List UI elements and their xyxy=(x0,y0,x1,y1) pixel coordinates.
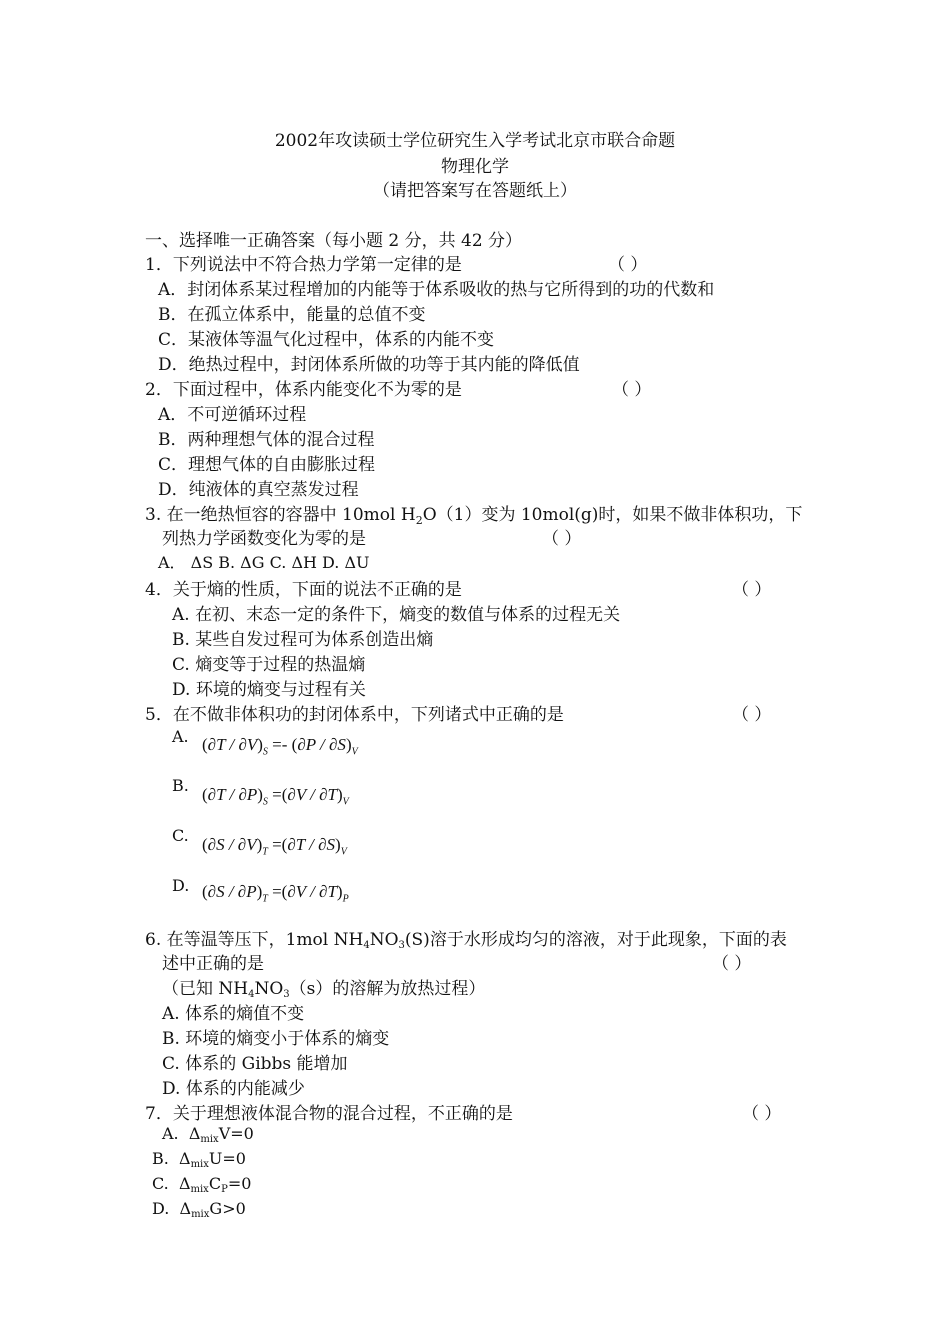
q4-stem: 4．关于熵的性质，下面的说法不正确的是 xyxy=(145,580,462,600)
q7-option-d xyxy=(152,1199,246,1220)
q6-subscript-1: 4 xyxy=(363,940,370,951)
q7-b-rest: U=0 xyxy=(208,1149,246,1168)
q6-note xyxy=(162,974,485,1000)
q4-option-a: A. 在初、末态一定的条件下，熵变的数值与体系的过程无关 xyxy=(172,605,621,625)
q7-c-rest-2: =0 xyxy=(227,1174,252,1193)
q1-option-b: B．在孤立体系中，能量的总值不变 xyxy=(158,305,426,325)
q6-note-part3: （s）的溶解为放热过程） xyxy=(289,979,486,999)
q7-c-rest-1: C xyxy=(208,1174,222,1193)
q5-formula-c: $(\partial S / \partial V)_T =(\partial T / \partial S)_V$ xyxy=(202,835,347,858)
q7-a-delta: Δ xyxy=(188,1124,201,1143)
q6-stem-part3: (S)溶于水形成均匀的溶液，对于此现象，下面的表 xyxy=(404,930,787,950)
q2-stem: 2．下面过程中，体系内能变化不为零的是 xyxy=(145,380,462,400)
q7-answer-paren: （ ） xyxy=(742,1104,782,1124)
q7-option-a xyxy=(162,1124,254,1145)
q7-d-delta: Δ xyxy=(179,1199,192,1218)
q2-option-c: C．理想气体的自由膨胀过程 xyxy=(158,455,376,475)
q4-option-b: B. 某些自发过程可为体系创造出熵 xyxy=(172,630,434,650)
q7-d-mix: mix xyxy=(191,1209,210,1220)
q7-b-mix: mix xyxy=(190,1159,209,1170)
q1-option-d: D．绝热过程中，封闭体系所做的功等于其内能的降低值 xyxy=(158,355,580,375)
q3-stem-part2: O（1）变为 10mol(g)时，如果不做非体积功，下 xyxy=(422,505,803,525)
q5-formula-b: $(\partial T / \partial P)_S =(\partial V / \partial T)_V$ xyxy=(202,785,349,808)
q5-formula-a: $(\partial T / \partial V)_S =- (\partial P / \partial S)_V$ xyxy=(202,735,358,758)
q6-stem xyxy=(145,925,787,951)
q6-stem-part1: 6. 在等温等压下，1mol NH xyxy=(145,930,364,950)
q5-label-a: A. xyxy=(172,727,189,746)
q3-options: A． ΔS B. ΔG C. ΔH D. ΔU xyxy=(158,553,370,572)
q3-stem-continued: 列热力学函数变化为零的是 xyxy=(162,529,366,549)
q7-c-delta: Δ xyxy=(178,1174,191,1193)
q1-option-c: C．某液体等温气化过程中，体系的内能不变 xyxy=(158,330,495,350)
q5-formula-d: $(\partial S / \partial P)_T =(\partial V / \partial T)_P$ xyxy=(202,882,349,905)
q5-label-b: B. xyxy=(172,776,189,795)
q6-note-part1: （已知 NH xyxy=(162,979,249,999)
q1-option-a: A．封闭体系某过程增加的内能等于体系吸收的热与它所得到的功的代数和 xyxy=(158,280,715,300)
q7-a-rest: V=0 xyxy=(218,1124,254,1143)
q6-option-d: D. 体系的内能减少 xyxy=(162,1079,305,1099)
exam-subject: 物理化学 xyxy=(441,157,509,177)
q7-stem: 7．关于理想液体混合物的混合过程，不正确的是 xyxy=(145,1104,513,1124)
q3-stem xyxy=(145,500,802,527)
q6-subscript-2: 3 xyxy=(398,940,405,951)
q6-note-subscript-1: 4 xyxy=(248,989,255,1000)
q6-note-subscript-2: 3 xyxy=(283,989,290,1000)
q6-note-part2: NO xyxy=(254,979,284,999)
q6-stem-part2: NO xyxy=(369,930,399,950)
section-heading: 一、选择唯一正确答案（每小题 2 分，共 42 分） xyxy=(145,231,523,251)
q5-stem: 5．在不做非体积功的封闭体系中，下列诸式中正确的是 xyxy=(145,705,564,725)
q7-option-c xyxy=(152,1174,251,1195)
q2-option-b: B．两种理想气体的混合过程 xyxy=(158,430,375,450)
q3-stem-part1: 3. 在一绝热恒容的容器中 10mol H xyxy=(145,505,416,525)
q7-b-delta: Δ xyxy=(179,1149,191,1168)
q7-option-b xyxy=(152,1149,246,1170)
q7-a-mix: mix xyxy=(200,1134,219,1145)
exam-note: （请把答案写在答题纸上） xyxy=(373,181,577,201)
q7-a-label: A. xyxy=(162,1124,179,1143)
q6-option-c: C. 体系的 Gibbs 能增加 xyxy=(162,1054,348,1074)
q4-option-d: D. 环境的熵变与过程有关 xyxy=(172,680,366,700)
q5-label-c: C. xyxy=(172,826,189,845)
q7-d-label: D. xyxy=(152,1199,170,1218)
exam-title: 2002年攻读硕士学位研究生入学考试北京市联合命题 xyxy=(274,131,676,151)
q7-c-mix: mix xyxy=(190,1184,209,1195)
q6-option-b: B. 环境的熵变小于体系的熵变 xyxy=(162,1029,390,1049)
q2-answer-paren: （ ） xyxy=(612,380,652,400)
q4-option-c: C. 熵变等于过程的热温熵 xyxy=(172,655,366,675)
q6-option-a: A. 体系的熵值不变 xyxy=(162,1004,305,1024)
q6-answer-paren: （ ） xyxy=(712,954,752,974)
q1-stem: 1．下列说法中不符合热力学第一定律的是 xyxy=(145,255,462,275)
q7-c-sub-p: P xyxy=(221,1184,228,1195)
q7-c-label: C. xyxy=(152,1174,169,1193)
q6-stem-continued: 述中正确的是 xyxy=(162,954,264,974)
q7-b-label: B. xyxy=(152,1149,169,1168)
q3-subscript: 2 xyxy=(415,514,423,527)
q2-option-d: D．纯液体的真空蒸发过程 xyxy=(158,480,359,500)
q1-answer-paren: （ ） xyxy=(608,255,648,275)
q5-label-d: D. xyxy=(172,876,190,895)
q4-answer-paren: （ ） xyxy=(732,580,772,600)
q2-option-a: A．不可逆循环过程 xyxy=(158,405,307,425)
q7-d-rest: G>0 xyxy=(209,1199,246,1218)
q5-answer-paren: （ ） xyxy=(732,705,772,725)
q3-answer-paren: （ ） xyxy=(542,529,582,549)
